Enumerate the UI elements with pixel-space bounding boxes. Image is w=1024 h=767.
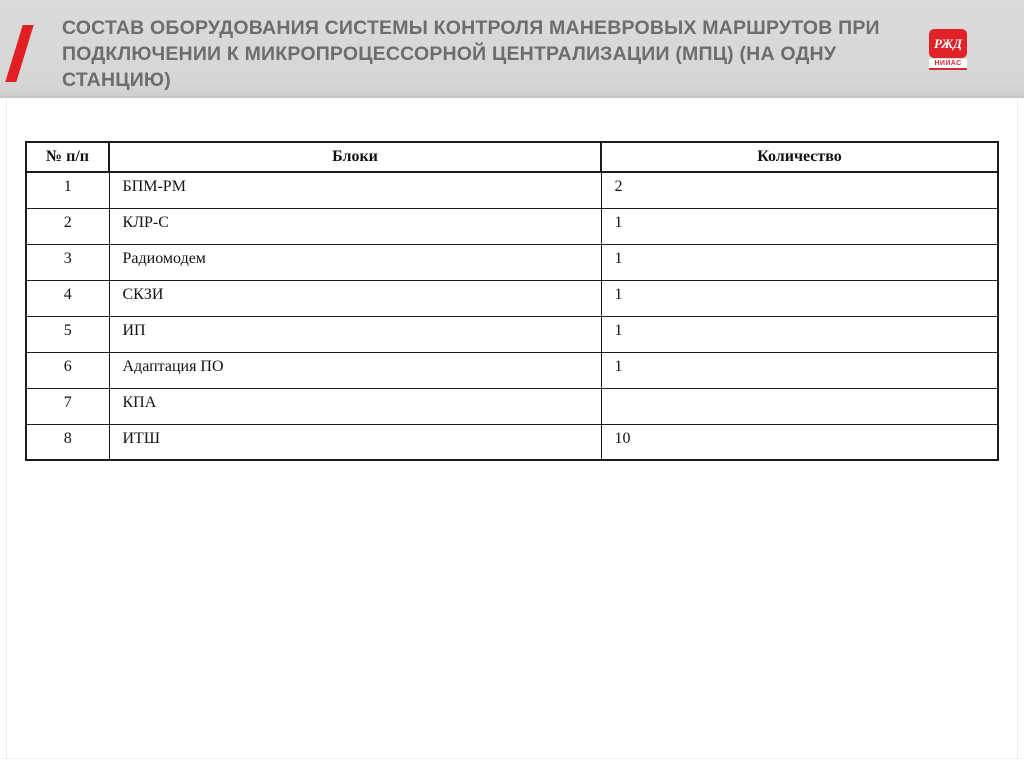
table-body	[26, 172, 998, 460]
left-edge-guide	[6, 98, 7, 761]
row-number-cell: 8	[26, 424, 109, 460]
table-row	[26, 280, 998, 316]
table-row	[26, 388, 998, 424]
quantity-cell: 1	[601, 208, 998, 244]
row-number-cell: 4	[26, 280, 109, 316]
block-name-cell: Адаптация ПО	[109, 352, 601, 388]
row-number-cell: 5	[26, 316, 109, 352]
slide-title-line-2: ПОДКЛЮЧЕНИИ К МИКРОПРОЦЕССОРНОЙ ЦЕНТРАЛИЗАЦИИ (МПЦ) (НА ОДНУ	[62, 43, 837, 65]
niias-label: НИИАС	[929, 59, 967, 70]
block-name-cell: БПМ-РМ	[109, 172, 601, 208]
row-number-cell: 1	[26, 172, 109, 208]
table-header-row	[26, 142, 998, 172]
block-name-cell: СКЗИ	[109, 280, 601, 316]
rzd-niias-logo	[929, 29, 967, 70]
block-name-cell: КПА	[109, 388, 601, 424]
table-row	[26, 352, 998, 388]
table-row	[26, 208, 998, 244]
column-header-number: № п/п	[26, 142, 109, 172]
slide-title-line-1: СОСТАВ ОБОРУДОВАНИЯ СИСТЕМЫ КОНТРОЛЯ МАНЕВРОВЫХ МАРШРУТОВ ПРИ	[62, 17, 880, 39]
table-row	[26, 172, 998, 208]
quantity-cell: 1	[601, 316, 998, 352]
row-number-cell: 6	[26, 352, 109, 388]
quantity-cell	[601, 388, 998, 424]
right-edge-guide	[1017, 98, 1018, 761]
row-number-cell: 7	[26, 388, 109, 424]
quantity-cell: 1	[601, 280, 998, 316]
rzd-logo-icon	[929, 29, 967, 58]
block-name-cell: КЛР-С	[109, 208, 601, 244]
slide-title-line-3: СТАНЦИЮ)	[62, 69, 171, 91]
table-row	[26, 424, 998, 460]
quantity-cell: 10	[601, 424, 998, 460]
column-header-quantity: Количество	[601, 142, 998, 172]
slide-title	[62, 15, 922, 93]
bottom-edge-guide	[0, 758, 1024, 759]
equipment-table-container	[25, 141, 999, 461]
block-name-cell: Радиомодем	[109, 244, 601, 280]
rzd-brand-text: РЖД	[933, 36, 963, 51]
table-row	[26, 244, 998, 280]
block-name-cell: ИТШ	[109, 424, 601, 460]
table-row	[26, 316, 998, 352]
quantity-cell: 1	[601, 244, 998, 280]
red-slash-icon	[5, 25, 33, 82]
quantity-cell: 2	[601, 172, 998, 208]
column-header-blocks: Блоки	[109, 142, 601, 172]
row-number-cell: 2	[26, 208, 109, 244]
quantity-cell: 1	[601, 352, 998, 388]
block-name-cell: ИП	[109, 316, 601, 352]
title-banner	[0, 0, 1024, 98]
equipment-table	[25, 141, 999, 461]
row-number-cell: 3	[26, 244, 109, 280]
